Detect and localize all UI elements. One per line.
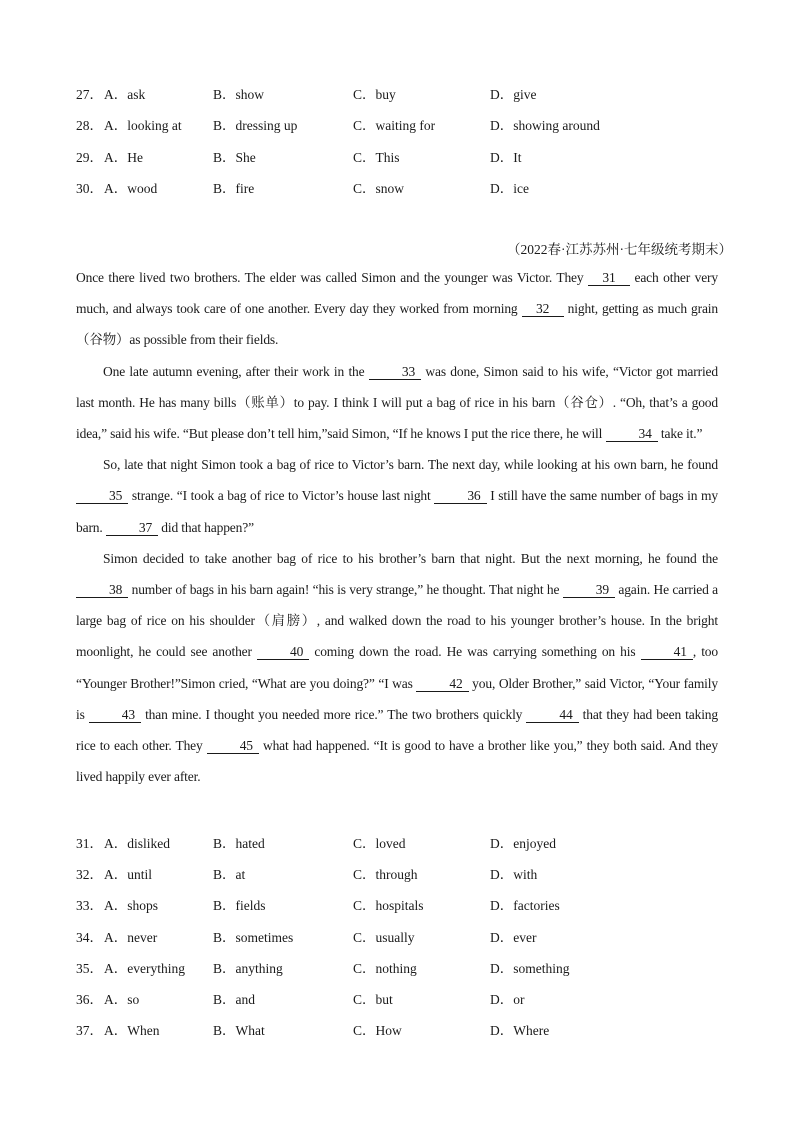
passage-text: night, getting as much grain（谷物）as possible from their fields.: [76, 301, 718, 348]
option-a: A．wood: [104, 181, 158, 196]
passage-text: was done, Simon said to his wife, “Victor got married last month. He has many bills（账单）to pay. I think I will put a bag of rice in his barn（谷仓）. “Oh, that’s a good idea,” said his wife. “But please don’t tell him,”said Simon, “If he knows I put the rice there, he will: [76, 363, 718, 442]
passage-text: number of bags in his barn again! “his is very strange,” he thought. That night he: [128, 582, 563, 598]
question-row-33: [76, 894, 736, 916]
option-b: B．fields: [213, 898, 266, 913]
question-row-34: [76, 926, 736, 948]
option-a: A．looking at: [104, 118, 182, 133]
blank-36: 36: [434, 489, 486, 504]
passage-text: So, late that night Simon took a bag of rice to Victor’s barn. The next day, while looking at his own barn, he found: [103, 457, 718, 473]
option-a: A．so: [104, 992, 140, 1007]
option-b: B．What: [213, 1023, 265, 1038]
option-c: C．usually: [353, 930, 415, 945]
blank-45: 45: [207, 739, 259, 754]
option-d: D．It: [490, 150, 522, 165]
passage-text: each other very much, and always took care of one another. Every day they worked from morning: [76, 270, 718, 317]
blank-40: 40: [257, 645, 309, 660]
option-d: D．Where: [490, 1023, 550, 1038]
option-a: A．until: [104, 867, 153, 882]
blank-37: 37: [106, 521, 158, 536]
passage-text: Once there lived two brothers. The elder was called Simon and the younger was Victor. They: [76, 270, 588, 285]
option-a: A．When: [104, 1023, 160, 1038]
passage-text: take it.”: [657, 426, 703, 442]
blank-42: 42: [416, 677, 468, 692]
source-citation: （2022春·江苏苏州·七年级统考期末）: [507, 242, 732, 257]
question-number: 31．: [76, 836, 103, 851]
passage-text: I still have the same number of bags in my barn.: [76, 488, 719, 535]
option-a: A．shops: [104, 898, 159, 913]
option-b: B．She: [213, 150, 256, 165]
blank-34: 34: [606, 427, 658, 442]
passage-text: strange. “I took a bag of rice to Victor’s house last night: [128, 488, 435, 504]
option-a: A．He: [104, 150, 143, 165]
option-c: C．through: [353, 867, 418, 882]
blank-41: 41: [641, 645, 693, 660]
paragraph-3: [76, 449, 718, 543]
passage-text: did that happen?”: [158, 519, 254, 535]
option-b: B．hated: [213, 836, 265, 851]
blank-44: 44: [526, 708, 578, 723]
option-d: D．ever: [490, 930, 537, 945]
option-c: C．but: [353, 992, 393, 1007]
option-d: D．or: [490, 992, 525, 1007]
passage-text: that they had been taking rice to each other. They: [76, 706, 719, 754]
question-number: 36．: [76, 992, 103, 1007]
option-c: C．nothing: [353, 961, 417, 976]
option-c: C．How: [353, 1023, 402, 1038]
passage-text: One late autumn evening, after their work in the: [103, 363, 369, 379]
paragraph-1: [76, 262, 718, 356]
cloze-passage: [76, 262, 718, 792]
question-number: 37．: [76, 1023, 103, 1038]
question-number: 32．: [76, 867, 103, 882]
question-row-36: [76, 988, 736, 1010]
passage-text: you, Older Brother,” said Victor, “Your family is: [76, 675, 718, 722]
option-c: C．This: [353, 150, 400, 165]
passage-text: Simon decided to take another bag of rice to his brother’s barn that night. But the next morning, he found the: [103, 550, 718, 566]
option-d: D．factories: [490, 898, 560, 913]
question-row-28: [76, 114, 736, 136]
option-b: B．and: [213, 992, 255, 1007]
option-c: C．waiting for: [353, 118, 436, 133]
blank-39: 39: [563, 583, 615, 598]
blank-33: 33: [369, 365, 421, 380]
option-b: B．fire: [213, 181, 255, 196]
question-row-27: [76, 83, 736, 105]
option-d: D．with: [490, 867, 538, 882]
option-c: C．buy: [353, 87, 396, 102]
option-b: B．sometimes: [213, 930, 294, 945]
option-c: C．loved: [353, 836, 406, 851]
option-b: B．anything: [213, 961, 283, 976]
paragraph-2: [76, 356, 718, 450]
option-a: A．never: [104, 930, 158, 945]
option-a: A．everything: [104, 961, 185, 976]
option-d: D．give: [490, 87, 537, 102]
passage-text: , too “Younger Brother!”Simon cried, “What are you doing?” “I was: [76, 644, 718, 691]
question-row-30: [76, 177, 736, 199]
option-a: A．disliked: [104, 836, 170, 851]
option-d: D．enjoyed: [490, 836, 556, 851]
option-d: D．something: [490, 961, 570, 976]
passage-text: than mine. I thought you needed more rice.” The two brothers quickly: [141, 706, 527, 722]
option-b: B．at: [213, 867, 246, 882]
question-number: 29．: [76, 150, 103, 165]
question-row-35: [76, 957, 736, 979]
option-c: C．hospitals: [353, 898, 424, 913]
question-row-29: [76, 146, 736, 168]
question-number: 30．: [76, 181, 103, 196]
question-row-32: [76, 863, 736, 885]
blank-43: 43: [89, 708, 141, 723]
passage-text: what had happened. “It is good to have a brother like you,” they both said. And they lived happily ever after.: [76, 738, 718, 785]
option-b: B．dressing up: [213, 118, 298, 133]
blank-32: 32: [522, 302, 564, 317]
passage-text: again. He carried a large bag of rice on his shoulder（肩膀）, and walked down the road to his younger brother’s house. In the bright moonlight, he could see another: [76, 582, 718, 660]
question-row-31: [76, 832, 736, 854]
passage-text: coming down the road. He was carrying something on his: [309, 644, 641, 660]
blank-38: 38: [76, 583, 128, 598]
option-d: D．showing around: [490, 118, 600, 133]
option-d: D．ice: [490, 181, 529, 196]
option-a: A．ask: [104, 87, 146, 102]
option-b: B．show: [213, 87, 265, 102]
paragraph-4: [76, 543, 718, 793]
question-number: 28．: [76, 118, 103, 133]
question-number: 33．: [76, 898, 103, 913]
blank-31: 31: [588, 271, 630, 286]
question-number: 27．: [76, 87, 103, 102]
option-c: C．snow: [353, 181, 405, 196]
question-row-37: [76, 1019, 736, 1041]
question-number: 35．: [76, 961, 103, 976]
blank-35: 35: [76, 489, 128, 504]
question-number: 34．: [76, 930, 103, 945]
